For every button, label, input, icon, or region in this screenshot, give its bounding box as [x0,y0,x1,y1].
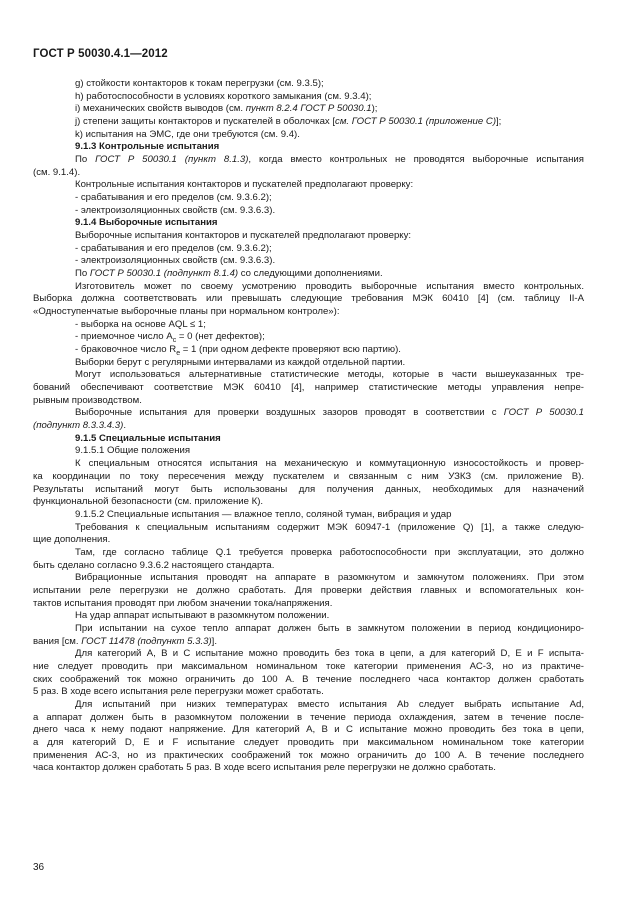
line-text: На удар аппарат испытывают в разомкнутом положении. [75,610,330,622]
line-text: ние следует проводить при максимальном номинальном токе категории применения АС-3, но из практиче- [33,660,584,672]
line-text: Выборка должна соответствовать или превышать следующие требования МЭК 60410 [4] (см. таблицу II-A [33,293,584,305]
text-line [33,205,584,218]
text-run: , когда вместо контрольных не проводятся выборочные испытания [248,154,584,166]
line-text: часа контактор должен сработать 5 раз. В ходе всего испытания реле перегрузки не должно сработать. [33,762,496,774]
text-run: ]; [496,116,502,128]
line-text: бований обеспечивают соответствие МЭК 60410 [4], например статистические методы управления непре- [33,382,584,394]
text-line [33,369,584,382]
line-text: щие дополнения. [33,534,111,546]
text-line [33,509,584,522]
text-line [33,433,584,446]
text-line [33,458,584,471]
text-line [33,306,584,319]
text-line [33,217,584,230]
text-line [33,496,584,509]
line-text: Там, где согласно таблице Q.1 требуется проверка работоспособности при эксплуатации, это должно [75,546,584,558]
text-line [33,648,584,661]
line-text: испытании реле перегрузки не должно сработать. Для проверки действия главных и вспомогательных кон- [33,584,584,596]
reference-italic: ГОСТ Р 50030.1 (подпункт 8.1.4) [89,268,239,280]
reference-italic: пункт 8.2.4 ГОСТ Р 50030.1 [245,103,372,115]
line-text: - электроизоляционных свойств (см. 9.3.6.3). [75,255,276,267]
line-text: h) работоспособности в условиях короткого замыкания (см. 9.3.4); [75,90,372,102]
line-text: 9.1.4 Выборочные испытания [75,217,218,229]
text-line [33,230,584,243]
line-text: - электроизоляционных свойств (см. 9.3.6.3). [75,204,276,216]
text-line [33,281,584,294]
line-text: 9.1.5 Специальные испытания [75,432,221,444]
text-line [33,610,584,623]
document-header: ГОСТ Р 50030.4.1—2012 [33,48,168,60]
text-run: По [75,268,90,280]
line-text: g) стойкости контакторов к токам перегрузки (см. 9.3.5); [75,78,324,89]
text-run: = 0 (нет дефектов); [176,331,265,343]
line-text: а аппарат должен быть в разомкнутом положении в течение периода охлаждения, затем в течение после- [33,711,584,723]
line-text: - срабатывания и его пределов (см. 9.3.6.2); [75,242,272,254]
line-text: Выборочные испытания контакторов и пускателей предполагают проверку: [75,230,412,242]
text-line [33,699,584,712]
text-line [33,471,584,484]
text-line [33,686,584,699]
line-text: 5 раз. В ходе всего испытания реле перегрузки может сработать. [33,686,324,698]
body-text [33,78,584,775]
text-line [33,268,584,281]
line-text: Изготовитель может по своему усмотрению проводить выборочные испытания вместо контрольных. [75,280,584,292]
page-number: 36 [33,862,45,873]
text-run: со следующими дополнениями. [238,268,383,280]
line-text: 9.1.5.1 Общие положения [75,445,191,457]
line-text: Контрольные испытания контакторов и пускателей предполагают проверку: [75,179,414,191]
line-text: функциональной безопасности (см. приложение К). [33,496,264,508]
text-line [33,623,584,636]
line-text: быть сделано согласно 9.3.6.2 настоящего стандарта. [33,559,275,571]
text-line [33,712,584,725]
text-line [33,129,584,142]
text-run: По [75,154,96,166]
text-line [33,179,584,192]
text-line [33,661,584,674]
line-text: Выборки берут с регулярными интервалами из каждой отдельной партии. [75,356,406,368]
line-text: применения АС-3, но из практических соображений ток можно ограничить до 100 А. В течение последнего [33,749,584,761]
text-line [33,192,584,205]
text-line [33,407,584,420]
text-line [33,78,584,91]
text-line [33,750,584,763]
text-run: = 1 (при одном дефекте проверяют всю партию). [180,344,401,356]
text-run: Выборочные испытания для проверки воздушных зазоров проводят в соответствии с [75,407,504,419]
line-text: Для категорий А, В и С испытание можно проводить без тока в цепи, а для категорий D, E и F испыта- [75,648,584,660]
reference-italic: ГОСТ Р 50030.1 (пункт 8.1.3) [95,154,249,166]
subscript: c [172,337,177,345]
text-line [33,547,584,560]
text-line [33,154,584,167]
text-line [33,534,584,547]
text-line [33,560,584,573]
line-text: ских соображений ток можно ограничить до 100 А. В течение последнего часа контактор должен сработать [33,673,584,685]
line-text: Результаты испытаний могут быть использованы для получения данных, необходимых для назначений [33,483,584,495]
text-line [33,357,584,370]
text-run: вания [см. [33,635,82,647]
reference-italic: ГОСТ Р 50030.1 [503,407,584,419]
text-line [33,91,584,104]
text-line [33,395,584,408]
text-line [33,674,584,687]
line-text: (см. 9.1.4). [33,166,81,178]
reference-italic: ГОСТ 11478 (подпункт 5.3.3) [81,635,212,647]
reference-italic: (подпункт 8.3.3.4.3) [33,420,124,432]
text-line [33,319,584,332]
line-text: а для категорий D, E и F испытание следует проводить при максимальном номинальном токе категории [33,736,584,748]
line-text: тактов испытания проводят при любом значении тока/напряжения. [33,597,333,609]
line-text: Для испытаний при низких температурах вместо испытания Ab следует выбрать испытание Ad, [75,698,584,710]
line-text: 9.1.5.2 Специальные испытания — влажное тепло, соляной туман, вибрация и удар [75,508,452,520]
line-text: Вибрационные испытания проводят на аппарате в разомкнутом и замкнутом положениях. При этом [75,572,584,584]
line-text: рывным производством. [33,394,142,406]
subscript: e [176,350,181,358]
text-line [33,636,584,649]
text-line [33,167,584,180]
text-line [33,445,584,458]
text-line [33,522,584,535]
text-line [33,243,584,256]
line-text: «Одноступенчатые выборочные планы при нормальном контроле»): [33,306,340,318]
reference-italic: см. ГОСТ Р 50030.1 (приложение С) [335,116,497,128]
line-text: При испытании на сухое тепло аппарат должен быть в замкнутом положении в период кондициониро- [75,622,584,634]
text-line [33,572,584,585]
text-line [33,737,584,750]
text-line [33,344,584,357]
text-line [33,255,584,268]
text-line [33,141,584,154]
text-run: i) механических свойств выводов (см. [75,103,246,115]
line-text: ка координации по току пересечения между пускателем и связанным с ним УЗКЗ (см. приложение В). [33,470,584,482]
line-text: К специальным относятся испытания на механическую и коммутационную износостойкость и провер- [75,458,584,470]
text-line [33,762,584,775]
text-run: - приемочное число A [75,331,173,343]
line-text: - выборка на основе AQL ≤ 1; [75,318,206,330]
text-line [33,293,584,306]
text-line [33,103,584,116]
line-text: 9.1.3 Контрольные испытания [75,141,220,153]
line-text: Требования к специальным испытаниям содержит МЭК 60947-1 (приложение Q) [1], а также следую- [75,521,584,533]
text-run: ]. [211,635,218,647]
text-line [33,116,584,129]
line-text: днего часа к нему подают напряжение. Для категорий А, В и С испытание можно проводить без тока в цепи, [33,724,584,736]
text-line [33,598,584,611]
line-text: k) испытания на ЭМС, где они требуются (см. 9.4). [75,128,300,140]
text-line [33,585,584,598]
text-run: ); [371,103,378,115]
line-text: - срабатывания и его пределов (см. 9.3.6.2); [75,192,272,204]
text-line [33,724,584,737]
text-run: - браковочное число R [75,344,177,356]
text-line [33,484,584,497]
line-text: Могут использоваться альтернативные статистические методы, которые в части вышеуказанных тре- [75,369,584,381]
text-run: j) степени защиты контакторов и пускателей в оболочках [ [75,116,336,128]
text-line [33,331,584,344]
text-line [33,420,584,433]
text-line [33,382,584,395]
text-run: . [123,420,126,432]
